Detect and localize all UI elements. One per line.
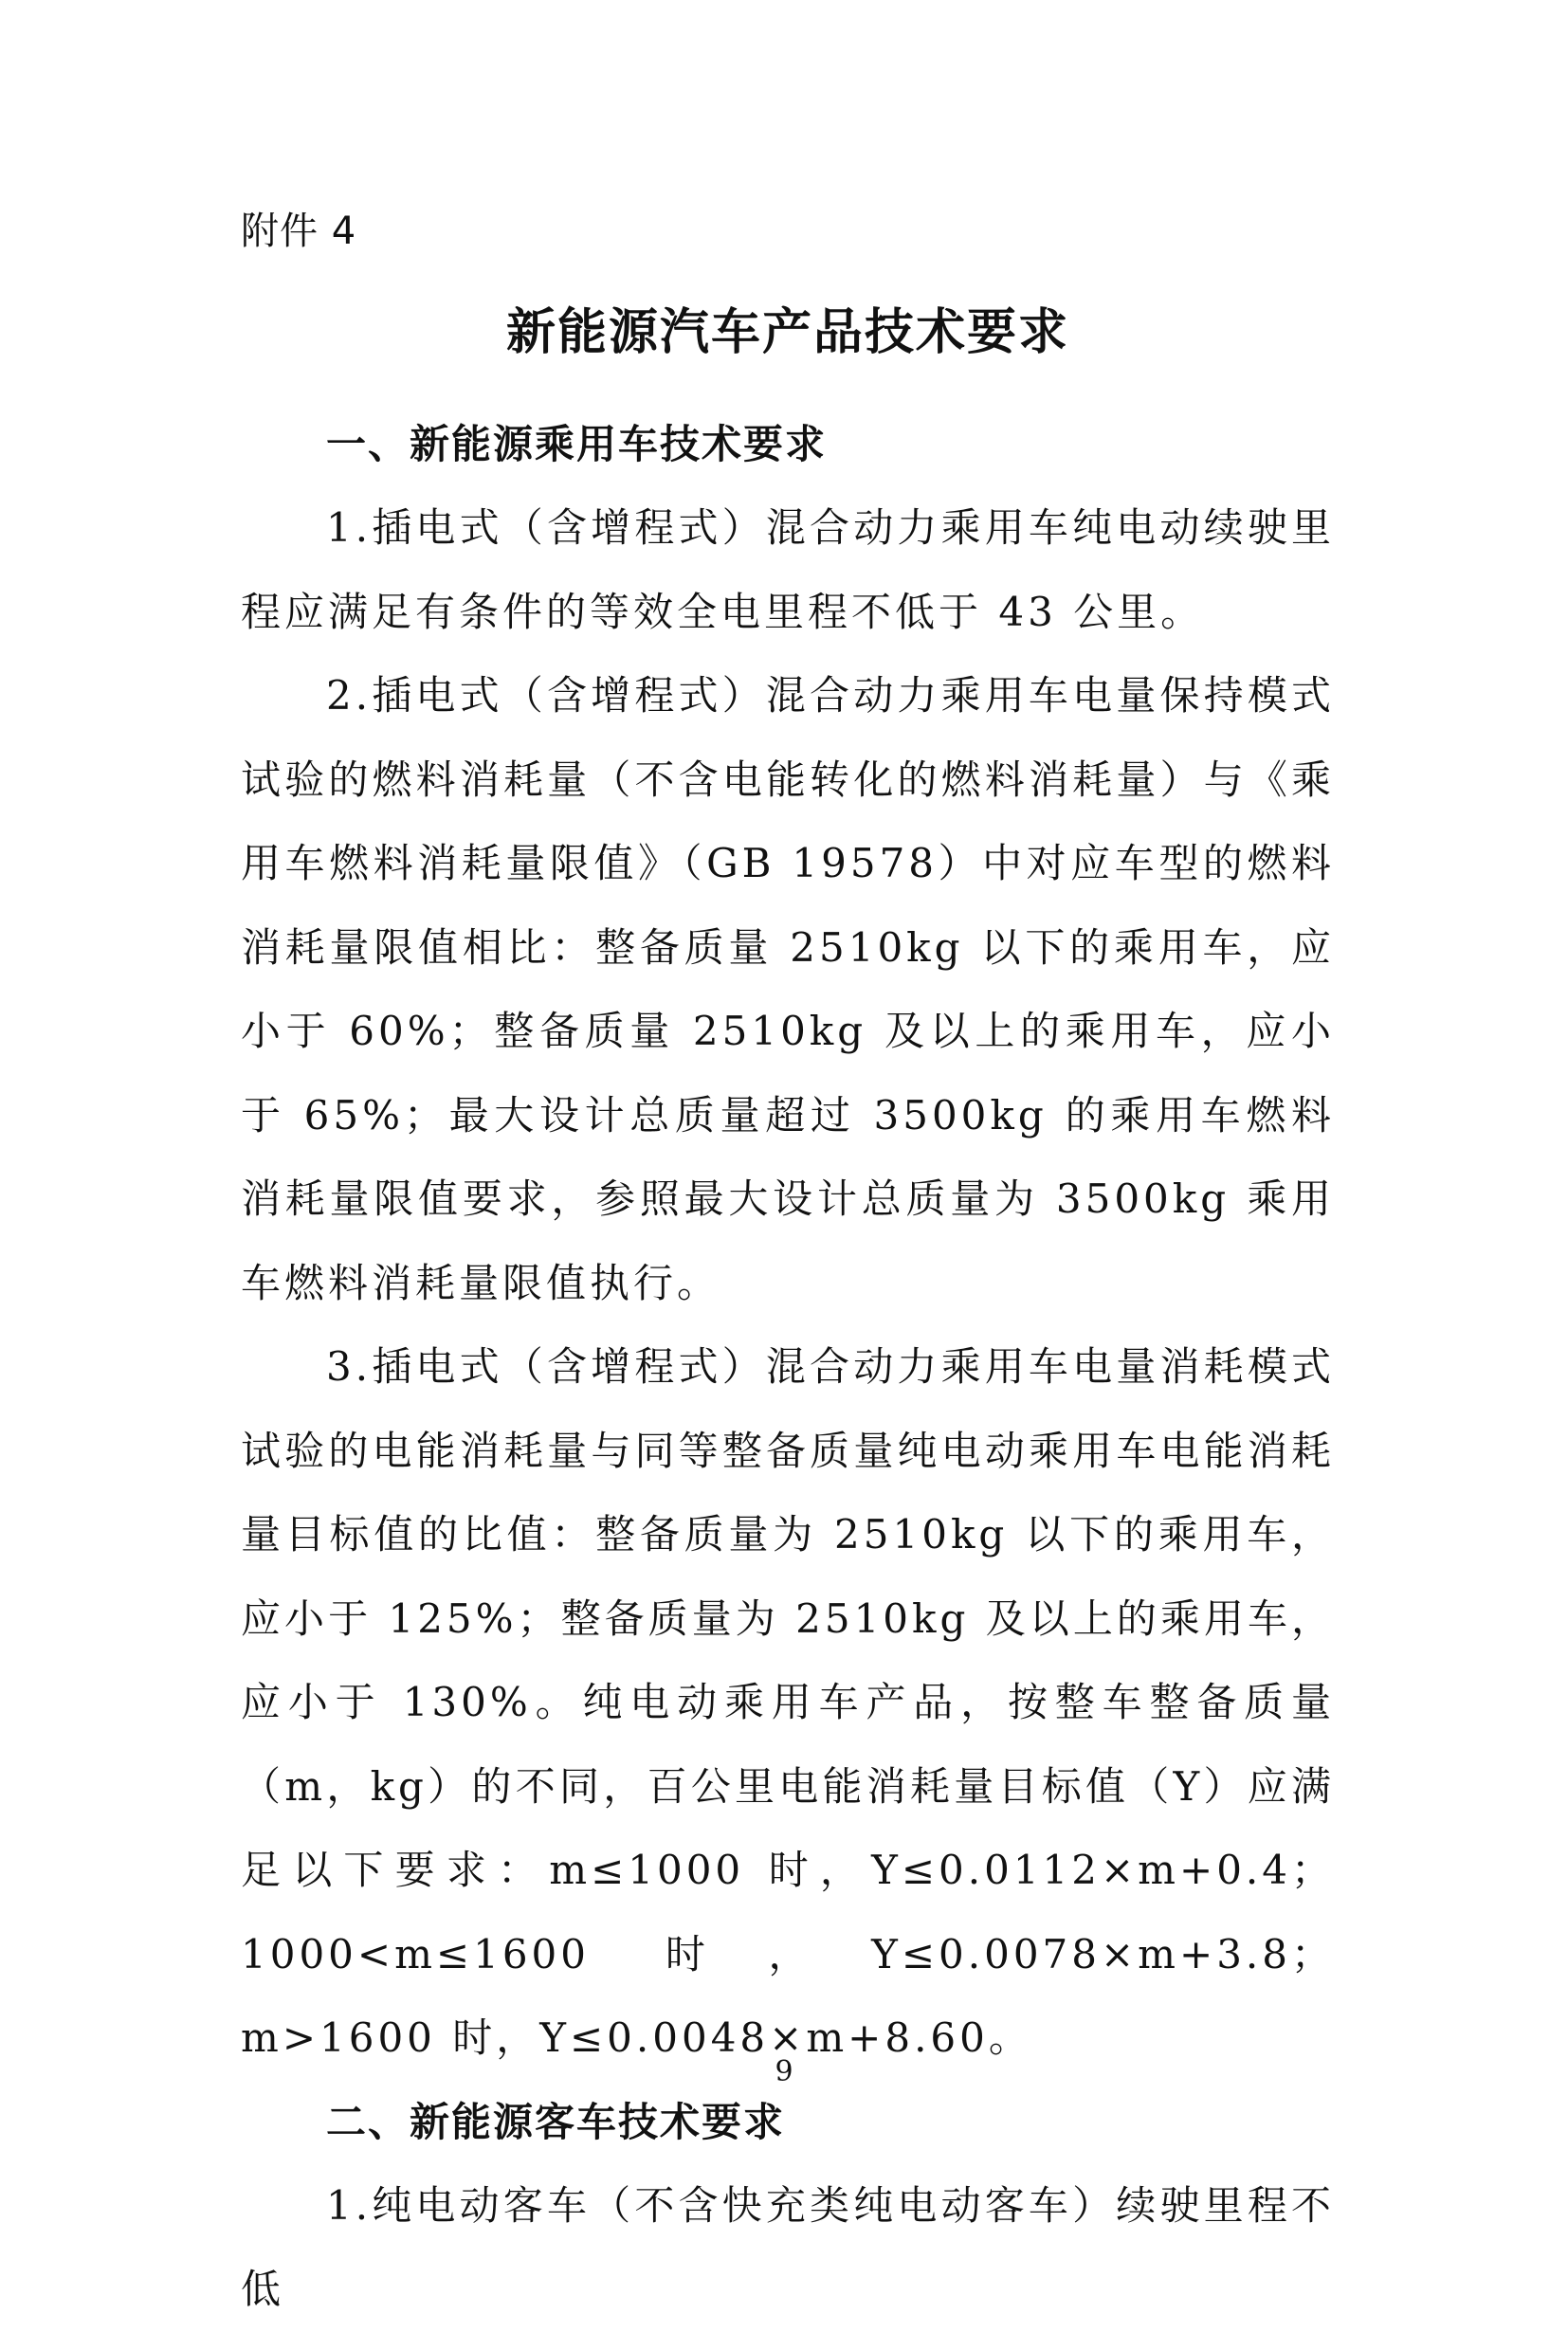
paragraph: 2.插电式（含增程式）混合动力乘用车电量保持模式试验的燃料消耗量（不含电能转化的燃料消耗量）与《乘用车燃料消耗量限值》（GB 19578）中对应车型的燃料消耗量限值相比：整备质量 2510kg 以下的乘用车，应小于 60%；整备质量 2510kg 及以上的乘用车，应小于 65%；最大设计总质量超过 3500kg 的乘用车燃料消耗量限值要求，参照最大设计总质量为 3500kg 乘用车燃料消耗量限值执行。: [241, 672, 1335, 1306]
paragraph: 3.插电式（含增程式）混合动力乘用车电量消耗模式试验的电能消耗量与同等整备质量纯电动乘用车电能消耗量目标值的比值：整备质量为 2510kg 以下的乘用车，应小于 125%；整备质量为 2510kg 及以上的乘用车，应小于 130%。纯电动乘用车产品，按整车整备质量（m，kg）的不同，百公里电能消耗量目标值（Y）应满足以下要求：m≤1000 时，Y≤0.0112×m+0.4；1000<m≤1600 时，Y≤0.0078×m+3.8；m>1600 时，Y≤0.0048×m+8.60。: [241, 1343, 1335, 2061]
section-bus: [241, 2081, 1335, 2332]
section-heading: 一、新能源乘用车技术要求: [326, 421, 828, 467]
attachment-label: 附件 4: [241, 210, 357, 253]
paragraph: 1.纯电动客车（不含快充类纯电动客车）续驶里程不低: [241, 2181, 1335, 2312]
section-passenger-car: [241, 403, 1335, 2081]
page-number: 9: [775, 2055, 793, 2088]
document-body: [241, 403, 1335, 2332]
section-heading: 二、新能源客车技术要求: [326, 2098, 786, 2145]
document-title: 新能源汽车产品技术要求: [505, 303, 1069, 361]
paragraph: 1.插电式（含增程式）混合动力乘用车纯电动续驶里程应满足有条件的等效全电里程不低于 43 公里。: [241, 504, 1335, 635]
